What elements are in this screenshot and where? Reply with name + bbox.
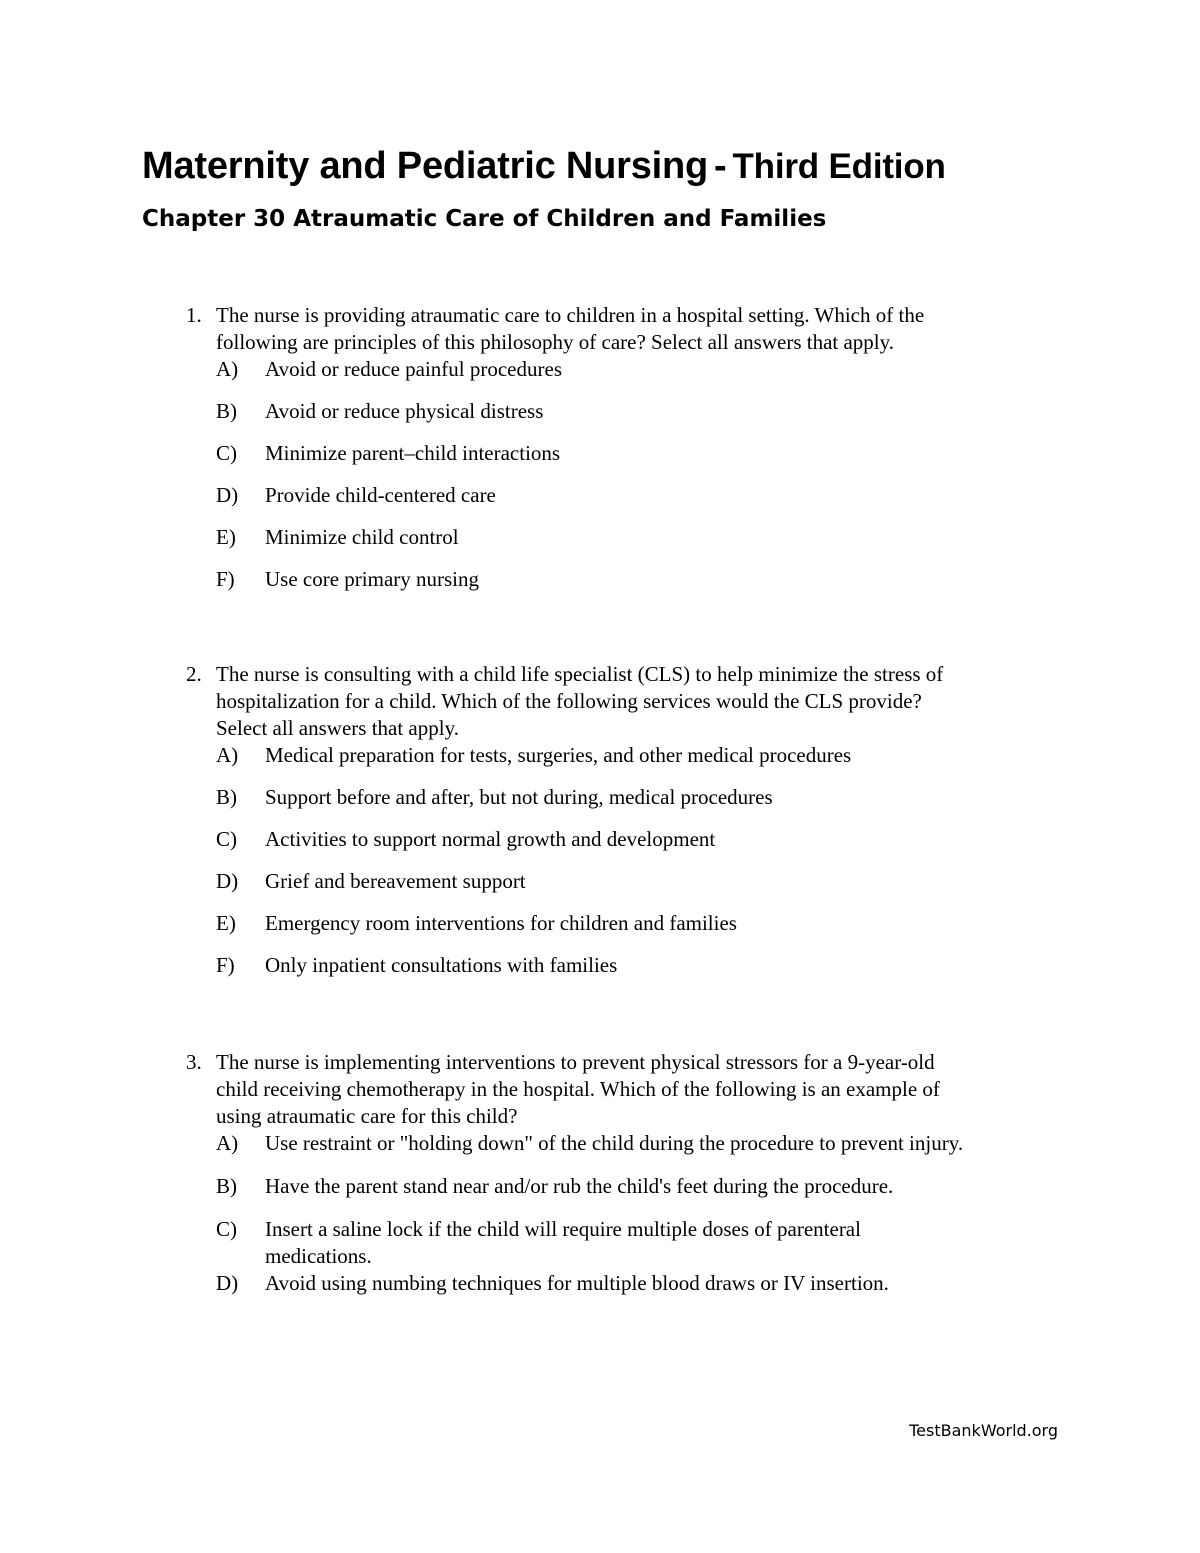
option-letter: C)	[216, 827, 237, 851]
answer-option	[186, 952, 1066, 979]
option-text: Avoid or reduce physical distress	[265, 399, 544, 423]
option-text: Avoid or reduce painful procedures	[265, 357, 562, 381]
option-text: Emergency room interventions for children and families	[265, 911, 737, 935]
question-number: 2.	[186, 662, 202, 686]
answer-option	[186, 826, 1066, 853]
option-letter: A)	[216, 1131, 239, 1155]
answer-option	[186, 482, 1066, 509]
option-letter: C)	[216, 441, 237, 465]
option-letter: B)	[216, 399, 237, 423]
answer-option	[186, 440, 1066, 467]
option-text: Insert a saline lock if the child will require multiple doses of parenteral medications.	[265, 1217, 861, 1268]
answer-option	[186, 356, 1066, 383]
answer-option	[186, 524, 1066, 551]
option-letter: D)	[216, 869, 239, 893]
answer-option	[186, 1270, 1066, 1297]
question-3	[186, 1049, 1066, 1313]
document-title	[142, 142, 946, 191]
option-text: Support before and after, but not during, medical procedures	[265, 785, 773, 809]
answer-option	[186, 910, 1066, 937]
option-text: Have the parent stand near and/or rub the child's feet during the procedure.	[265, 1174, 894, 1198]
option-text: Use restraint or "holding down" of the child during the procedure to prevent injury.	[265, 1131, 964, 1155]
footer-site-label: TestBankWorld.org	[909, 1421, 1058, 1440]
option-letter: B)	[216, 785, 237, 809]
question-stem: The nurse is consulting with a child life specialist (CLS) to help minimize the stress of hospitalization for a child. Which of the following services would the CLS provide? Select all answers that apply.	[216, 662, 944, 740]
option-letter: A)	[216, 743, 239, 767]
option-letter: D)	[216, 1271, 239, 1295]
answer-options	[186, 1130, 1066, 1297]
title-separator: -	[714, 145, 727, 187]
answer-option	[186, 784, 1066, 811]
option-letter: D)	[216, 483, 239, 507]
chapter-title: Chapter 30 Atraumatic Care of Children and Families	[142, 206, 827, 232]
option-letter: C)	[216, 1217, 237, 1241]
question-number: 1.	[186, 303, 202, 327]
option-text: Only inpatient consultations with families	[265, 953, 618, 977]
answer-option	[186, 566, 1066, 593]
answer-option	[186, 1130, 1066, 1157]
option-text: Minimize child control	[265, 525, 459, 549]
option-letter: F)	[216, 567, 235, 591]
option-text: Avoid using numbing techniques for multiple blood draws or IV insertion.	[265, 1271, 889, 1295]
question-2	[186, 661, 1066, 994]
answer-options	[186, 742, 1066, 979]
question-number: 3.	[186, 1050, 202, 1074]
option-letter: B)	[216, 1174, 237, 1198]
option-text: Activities to support normal growth and development	[265, 827, 716, 851]
answer-option	[186, 1173, 1066, 1200]
option-text: Grief and bereavement support	[265, 869, 526, 893]
question-1	[186, 302, 1066, 608]
title-edition: Third Edition	[732, 147, 946, 186]
option-letter: F)	[216, 953, 235, 977]
option-text: Use core primary nursing	[265, 567, 480, 591]
option-letter: E)	[216, 525, 236, 549]
question-stem: The nurse is implementing interventions to prevent physical stressors for a 9-year-old child receiving chemotherapy in the hospital. Which of the following is an example of using atraumatic care for this child?	[216, 1050, 940, 1128]
answer-option	[186, 742, 1066, 769]
question-stem: The nurse is providing atraumatic care to children in a hospital setting. Which of the following are principles of this philosophy of care? Select all answers that apply.	[216, 303, 925, 354]
answer-option	[186, 868, 1066, 895]
answer-option	[186, 1216, 1066, 1270]
option-text: Medical preparation for tests, surgeries, and other medical procedures	[265, 743, 852, 767]
answer-options	[186, 356, 1066, 593]
title-main: Maternity and Pediatric Nursing	[142, 145, 709, 187]
option-letter: E)	[216, 911, 236, 935]
option-text: Minimize parent–child interactions	[265, 441, 561, 465]
option-letter: A)	[216, 357, 239, 381]
option-text: Provide child-centered care	[265, 483, 496, 507]
answer-option	[186, 398, 1066, 425]
